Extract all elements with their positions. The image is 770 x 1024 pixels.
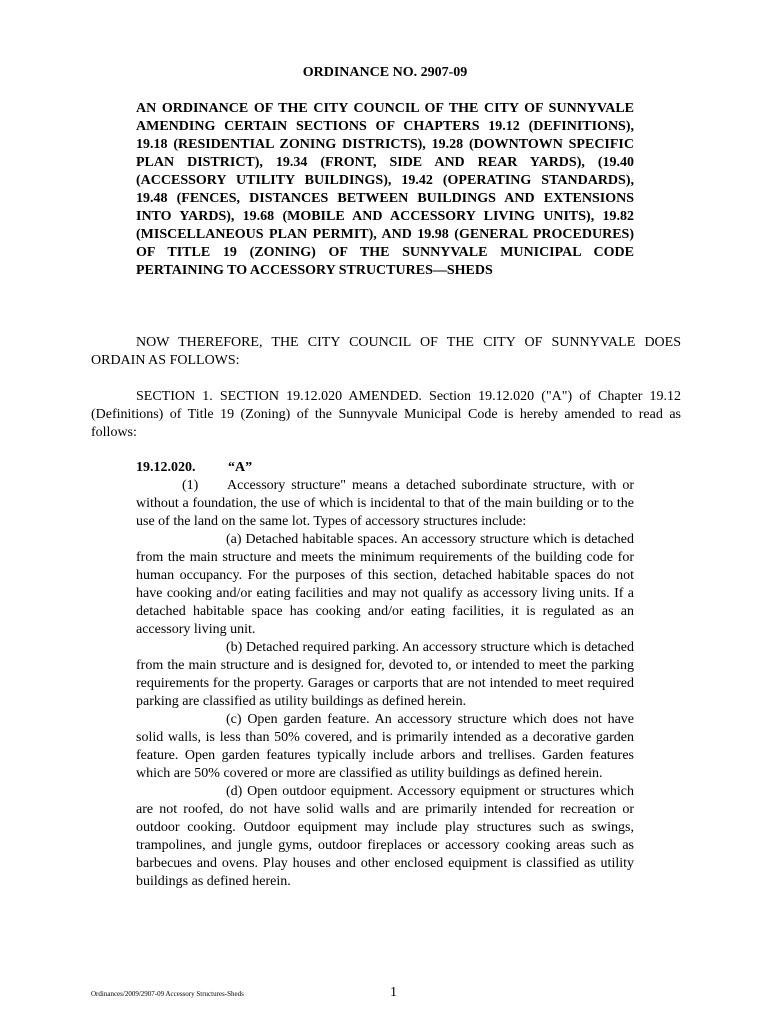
item-marker: (1) [182,478,199,493]
ordinance-title: ORDINANCE NO. 2907-09 [302,65,468,80]
ordinance-heading: AN ORDINANCE OF THE CITY COUNCIL OF THE CITY OF SUNNYVALE AMENDING CERTAIN SECTIONS OF CHAPTERS 19.12 (DEFINITIONS), 19.18 (RESIDENTIAL ZONING DISTRICTS), 19.28 (DOWNTOWN SPECIFIC PLAN DISTRICT), 19.34 (FRONT, SIDE AND REAR YARDS), (19.40 (ACCESSORY UTILITY BUILDINGS), 19.42 (OPERATING STANDARDS), 19.48 (FENCES, DISTANCES BETWEEN BUILDINGS AND EXTENSIONS INTO YARDS), 19.68 (MOBILE AND ACCESSORY LIVING UNITS), 19.82 (MISCELLANEOUS PLAN PERMIT), AND 19.98 (GENERAL PROCEDURES) OF TITLE 19 (ZONING) OF THE SUNNYVALE MUNICIPAL CODE PERTAINING TO ACCESSORY STRUCTURES—SHEDS [136,101,634,278]
subitem-b: (b) Detached required parking. An accessory structure which is detached from the main structure and is designed for, devoted to, or intended to meet the parking requirements for the property. Garages or carports that are not intended to meet required parking are classified as utility buildings as defined herein. [136,640,634,709]
subitem-c: (c) Open garden feature. An accessory structure which does not have solid walls, is less than 50% covered, and is primarily intended as a decorative garden feature. Open garden features typically include arbors and trellises. Garden features which are 50% covered or more are classified as utility buildings as defined herein. [136,712,634,781]
section-1-paragraph: SECTION 1. SECTION 19.12.020 AMENDED. Section 19.12.020 ("A") of Chapter 19.12 (Definitions) of Title 19 (Zoning) of the Sunnyvale Municipal Code is hereby amended to read as follows: [91,389,681,440]
subitem-d: (d) Open outdoor equipment. Accessory equipment or structures which are not roofed, do not have solid walls and are primarily intended for recreation or outdoor cooking. Outdoor equipment may include play structures such as swings, trampolines, and jungle gyms, outdoor fireplaces or accessory cooking areas such as barbecues and ovens. Play houses and other enclosed equipment is classified as utility buildings as defined herein. [136,784,634,889]
footer-page-number: 1 [390,985,397,1000]
code-section-letter: “A” [228,460,253,475]
code-section-block [136,459,634,891]
footer-file-path: Ordinances/2009/2907-09 Accessory Structures-Sheds [91,990,244,998]
subitem-a: (a) Detached habitable spaces. An accessory structure which is detached from the main structure and meets the minimum requirements of the building code for human occupancy. For the purposes of this section, detached habitable spaces do not have cooking and/or eating facilities and may not qualify as accessory living units. If a detached habitable space has cooking and/or eating facilities, it is regulated as an accessory living unit. [136,532,634,637]
ordain-paragraph: NOW THEREFORE, THE CITY COUNCIL OF THE CITY OF SUNNYVALE DOES ORDAIN AS FOLLOWS: [91,335,681,368]
item-text: Accessory structure" means a detached subordinate structure, with or without a foundation, the use of which is incidental to that of the main building or to the use of the land on the same lot. Types of accessory structures include: [136,478,634,529]
code-section-number: 19.12.020. [136,460,196,475]
definition-item-1 [136,477,634,531]
code-section-heading [136,459,634,477]
